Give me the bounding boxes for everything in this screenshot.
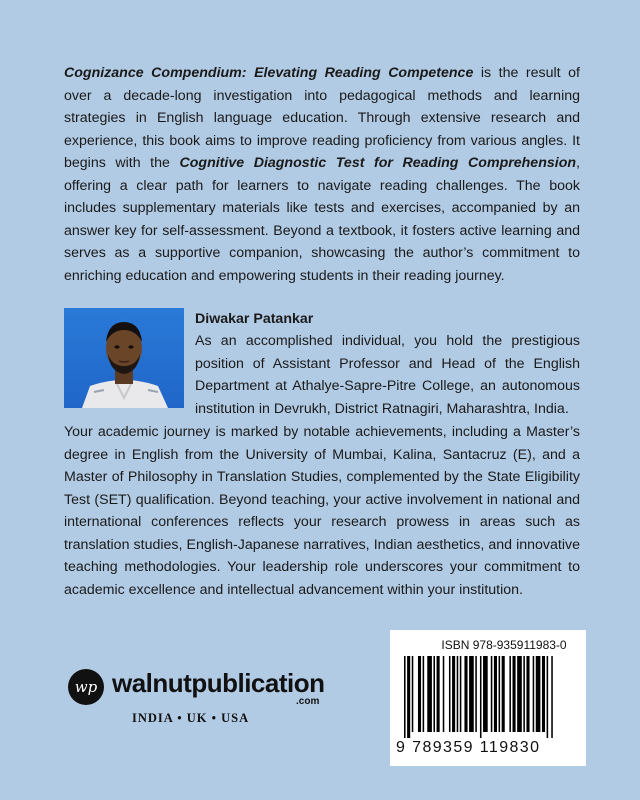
isbn-label: ISBN 978-935911983-0	[441, 638, 567, 652]
isbn-barcode	[390, 630, 586, 766]
author-photo	[64, 308, 184, 408]
publisher-domain: .com	[296, 696, 320, 707]
test-title: Cognitive Diagnostic Test for Reading Comprehension	[179, 155, 577, 171]
book-title: Cognizance Compendium: Elevating Reading Competence	[64, 65, 474, 81]
author-bio-details: Your academic journey is marked by notable achievements, including a Master’s degree in English from the University of Mumbai, Kalina, Santacruz (E), and a Master of Philosophy in Translation Studies, complemented by the State Eligibility Test (SET) qualification. Beyond teaching, your active involvement in national and international conferences reflects your research prowess in areas such as translation studies, English-Japanese narratives, Indian aesthetics, and innovative teaching methodologies. Your leadership role underscores your commitment to academic excellence and intellectual advancement within your institution.	[64, 424, 580, 598]
publisher-countries: INDIA • UK • USA	[132, 711, 250, 725]
description-text-2: , offering a clear path for learners to navigate reading challenges. The book includes supplementary materials like tests and exercises, accompanied by an answer key for self-assessment. Beyond a textbook, it fosters active learning and serves as a supportive companion, showcasing the author’s commitment to enriching education and empowering students in their reading journey.	[64, 155, 580, 284]
publisher-name: walnutpublication	[112, 668, 325, 698]
barcode-bars	[400, 656, 576, 738]
author-bio-intro: As an accomplished individual, you hold the prestigious position of Assistant Professor and Head of the English Department at Athalye-Sapre-Pitre College, an autonomous institution in Devrukh, District Ratnagiri, Maharashtra, India.	[195, 333, 580, 417]
publisher-logo-block	[64, 665, 334, 735]
barcode-digits: 9 789359 119830	[396, 739, 541, 756]
description-text-1: is the result of over a decade-long investigation into pedagogical methods and learning strategies in English language education. Through extensive research and experience, this book aims to improve reading proficiency from various angles. It begins with the	[64, 65, 581, 171]
author-name: Diwakar Patankar	[195, 311, 314, 327]
walnut-logo-icon: wp	[68, 669, 104, 705]
book-description	[64, 62, 580, 287]
